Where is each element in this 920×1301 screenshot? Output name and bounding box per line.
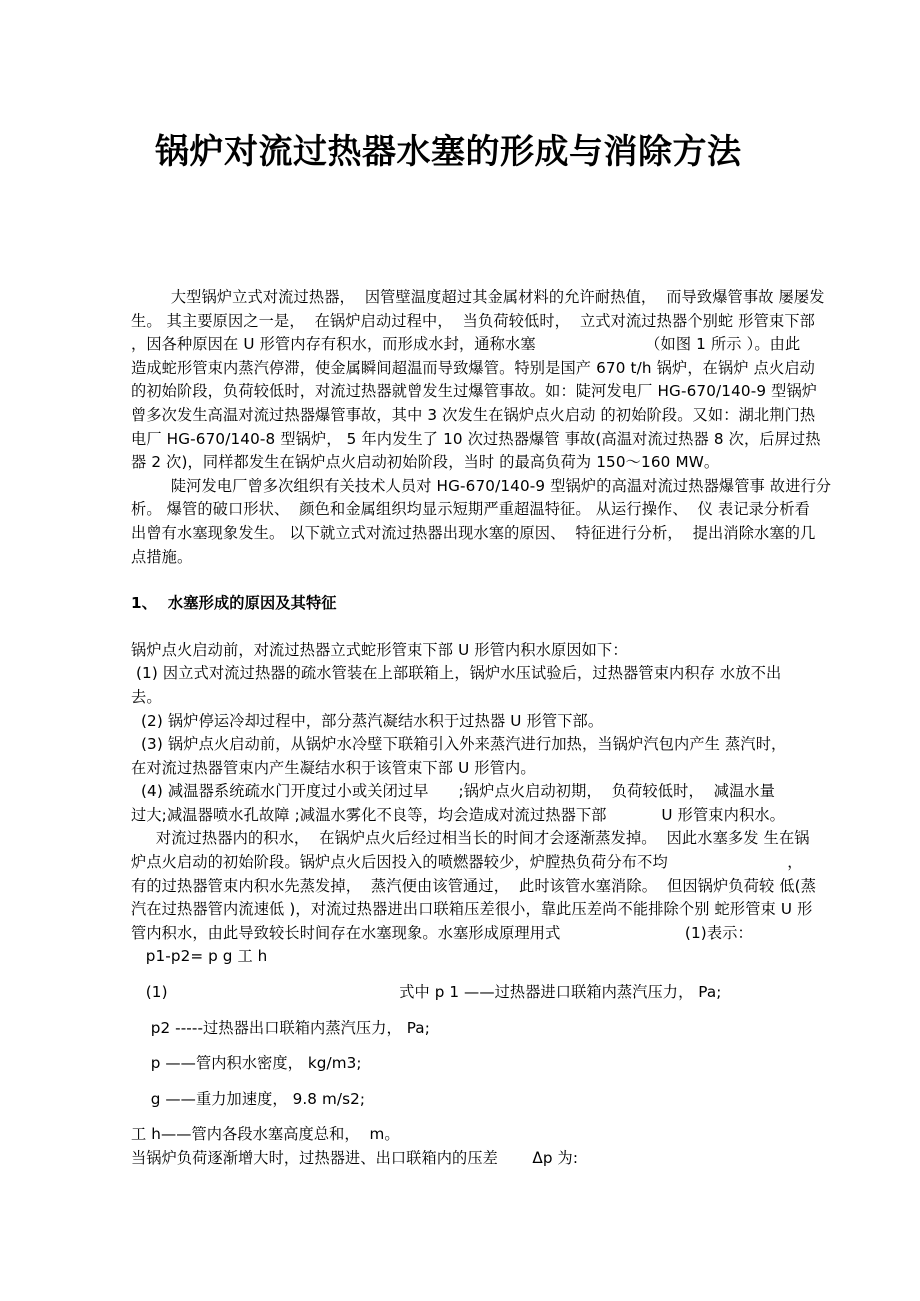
paragraph-line: 电厂 HG-670/140-8 型锅炉， 5 年内发生了 10 次过热器爆管 事故(高温对流过热器 8 次，后屏过热	[131, 429, 821, 448]
paragraph-spacer	[131, 569, 789, 592]
paragraph-line: 点措施。	[131, 547, 193, 566]
paragraph-spacer	[131, 616, 789, 639]
paragraph-line: 器 2 次)，同样都发生在锅炉点火启动初始阶段，当时 的最高负荷为 150〜160 MW。	[131, 453, 720, 472]
document-body	[131, 286, 832, 1171]
paragraph-line: 造成蛇形管束内蒸汽停滞，使金属瞬间超温而导致爆管。特别是国产 670 t/h 锅炉，在锅炉 点火启动	[131, 358, 815, 377]
paragraph-line: 的初始阶段，负荷较低时，对流过热器就曾发生过爆管事故。如：陡河发电厂 HG-670/140-9 型锅炉	[131, 382, 818, 401]
formula-closing-line: 当锅炉负荷逐渐增大时，过热器进、出口联箱内的压差 ᐃp 为:	[131, 1149, 579, 1167]
list-item: (4) 减温器系统疏水门开度过小或关闭过早 ;锅炉点火启动初期， 负荷较低时， 减温水量	[131, 782, 776, 801]
page-title: 锅炉对流过热器水塞的形成与消除方法	[155, 131, 742, 172]
section-heading-1: 1、 水塞形成的原因及其特征	[131, 594, 337, 613]
paragraph-line: 大型锅炉立式对流过热器， 因管壁温度超过其金属材料的允许耐热值， 而导致爆管事故 屡屡发	[131, 288, 825, 306]
paragraph-line: 对流过热器内的积水， 在锅炉点火后经过相当长的时间才会逐渐蒸发掉。 因此水塞多发 生在锅	[131, 829, 810, 848]
formula-spacer	[131, 1005, 789, 1017]
paragraph-line: 汽在过热器管内流速低 )，对流过热器进出口联箱压差很小，靠此压差尚不能排除个别 蛇形管束 U 形	[131, 900, 813, 919]
formula-definition: g ——重力加速度， 9.8 m/s2;	[131, 1089, 366, 1108]
formula-spacer	[131, 1076, 789, 1088]
list-item: (3) 锅炉点火启动前，从锅炉水冷壁下联箱引入外来蒸汽进行加热，当锅炉汽包内产生 蒸汽时，	[131, 735, 787, 754]
list-item: (2) 锅炉停运冷却过程中，部分蒸汽凝结水积于过热器 U 形管下部。	[131, 711, 604, 730]
paragraph-line: 曾多次发生高温对流过热器爆管事故，其中 3 次发生在锅炉点火启动 的初始阶段。又如：湖北荆门热	[131, 405, 816, 424]
formula-definition: p ——管内积水密度， kg/m3;	[131, 1054, 362, 1073]
formula-definition: p2 -----过热器出口联箱内蒸汽压力， Pa;	[131, 1018, 430, 1037]
paragraph-line: 陡河发电厂曾多次组织有关技术人员对 HG-670/140-9 型锅炉的高温对流过热器爆管事 故进行分	[131, 476, 832, 495]
list-item: 去。	[131, 687, 162, 706]
list-item: 过大;减温器喷水孔故障 ;减温水雾化不良等，均会造成对流过热器下部 U 形管束内积水。	[131, 805, 785, 824]
formula-spacer	[131, 1111, 789, 1123]
paragraph-line: 炉点火启动的初始阶段。锅炉点火后因投入的喷燃器较少，炉膛热负荷分布不均 ，	[131, 853, 803, 872]
paragraph-line: ，因各种原因在 U 形管内存有积水，而形成水封，通称水塞 （如图 1 所示 ）。由此	[131, 335, 801, 354]
paragraph-line: 有的过热器管束内积水先蒸发掉， 蒸汽便由该管通过， 此时该管水塞消除。 但因锅炉负荷较 低(蒸	[131, 876, 817, 895]
list-item: (1) 因立式对流过热器的疏水管装在上部联箱上，锅炉水压试验后，过热器管束内积存 水放不出	[131, 664, 782, 683]
formula-number-line: (1) 式中 p 1 ——过热器进口联箱内蒸汽压力， Pa;	[131, 983, 722, 1002]
paragraph-line: 管内积水，由此导致较长时间存在水塞现象。水塞形成原理用式 (1)表示：	[131, 923, 753, 942]
formula-spacer	[131, 1040, 789, 1052]
formula-sum-line: 工 h——管内各段水塞高度总和， m。	[131, 1125, 400, 1144]
list-item: 在对流过热器管束内产生凝结水积于该管束下部 U 形管内。	[131, 758, 536, 777]
paragraph-line: 析。 爆管的破口形状、 颜色和金属组织均显示短期严重超温特征。 从运行操作、 仪 表记录分析看	[131, 500, 811, 519]
paragraph-line: 锅炉点火启动前，对流过热器立式蛇形管束下部 U 形管内积水原因如下：	[131, 640, 628, 659]
paragraph-line: 生。 其主要原因之一是， 在锅炉启动过程中， 当负荷较低时， 立式对流过热器个别蛇 形管束下部	[131, 311, 815, 330]
formula-spacer	[131, 969, 789, 981]
formula-equation: p1-p2= p g 工 h	[131, 947, 268, 966]
paragraph-line: 出曾有水塞现象发生。 以下就立式对流过热器出现水塞的原因、 特征进行分析， 提出消除水塞的几	[131, 523, 816, 542]
